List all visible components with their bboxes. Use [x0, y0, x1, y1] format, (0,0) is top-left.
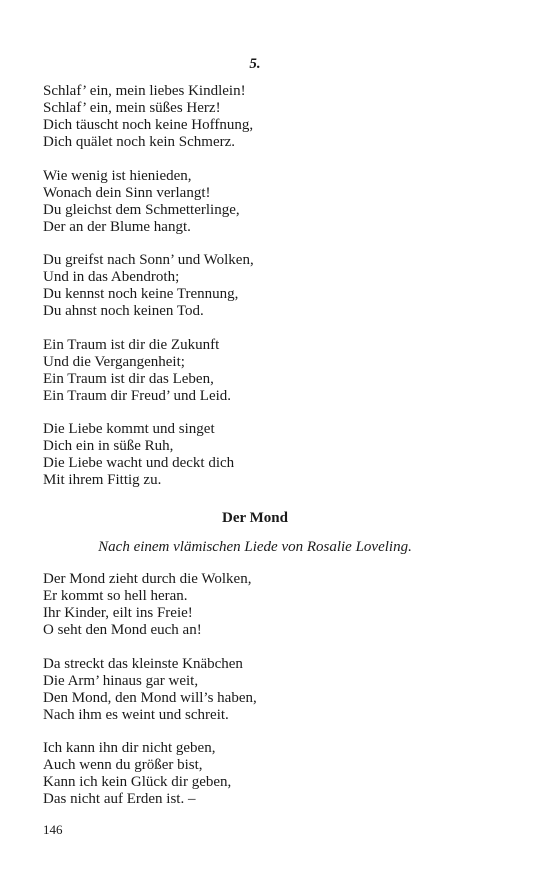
page-number: 146: [43, 822, 63, 837]
verse-line: Die Liebe kommt und singet: [43, 421, 215, 437]
stanza: [43, 421, 254, 489]
verse-line: Schlaf’ ein, mein süßes Herz!: [43, 100, 221, 116]
verse-line: Der an der Blume hangt.: [43, 218, 191, 235]
verse-line: Den Mond, den Mond will’s haben,: [43, 689, 257, 706]
verse-line: Nach ihm es weint und schreit.: [43, 706, 229, 723]
verse-line: Dich täuscht noch keine Hoffnung,: [43, 117, 254, 133]
verse-line: Wie wenig ist hienieden,: [43, 167, 192, 184]
verse-line: Da streckt das kleinste Knäbchen: [43, 655, 243, 672]
verse-line: Du ahnst noch keinen Tod.: [43, 303, 204, 319]
stanza: [43, 656, 257, 724]
stanza: [43, 571, 257, 639]
verse-line: Wonach dein Sinn verlangt!: [43, 184, 211, 201]
verse-line: Du gleichst dem Schmetterlinge,: [43, 201, 240, 218]
stanza: [43, 168, 254, 236]
verse-line: Auch wenn du größer bist,: [43, 757, 203, 773]
stanza: [43, 740, 257, 808]
verse-line: Ihr Kinder, eilt ins Freie!: [43, 605, 193, 621]
verse-line: Du kennst noch keine Trennung,: [43, 286, 239, 302]
stanza: [43, 252, 254, 320]
verse-line: Ein Traum ist dir die Zukunft: [43, 336, 220, 353]
verse-line: Der Mond zieht durch die Wolken,: [43, 571, 252, 587]
verse-line: Und die Vergangenheit;: [43, 353, 185, 370]
verse-line: Er kommt so hell heran.: [43, 588, 188, 604]
verse-line: Das nicht auf Erden ist. –: [43, 791, 196, 807]
verse-line: Die Liebe wacht und deckt dich: [43, 455, 235, 471]
poem-title: Der Mond: [222, 510, 288, 526]
verse-line: Du greifst nach Sonn’ und Wolken,: [43, 252, 254, 268]
stanza: [43, 83, 254, 151]
poem-der-mond: [43, 571, 257, 825]
stanza: [43, 337, 254, 405]
verse-line: Ich kann ihn dir nicht geben,: [43, 740, 216, 756]
poem-lullaby: [43, 83, 254, 506]
section-number: 5.: [249, 56, 261, 72]
verse-line: Schlaf’ ein, mein liebes Kindlein!: [43, 83, 246, 99]
verse-line: Ein Traum dir Freud’ und Leid.: [43, 387, 232, 404]
verse-line: Ein Traum ist dir das Leben,: [43, 370, 214, 387]
verse-line: Dich ein in süße Ruh,: [43, 438, 174, 454]
verse-line: Kann ich kein Glück dir geben,: [43, 774, 232, 790]
verse-line: Dich quälet noch kein Schmerz.: [43, 134, 236, 150]
verse-line: Die Arm’ hinaus gar weit,: [43, 672, 199, 689]
verse-line: Mit ihrem Fittig zu.: [43, 472, 162, 488]
verse-line: Und in das Abendroth;: [43, 269, 180, 285]
verse-line: O seht den Mond euch an!: [43, 622, 202, 638]
poem-subtitle: Nach einem vlämischen Liede von Rosalie Loveling.: [98, 539, 412, 555]
